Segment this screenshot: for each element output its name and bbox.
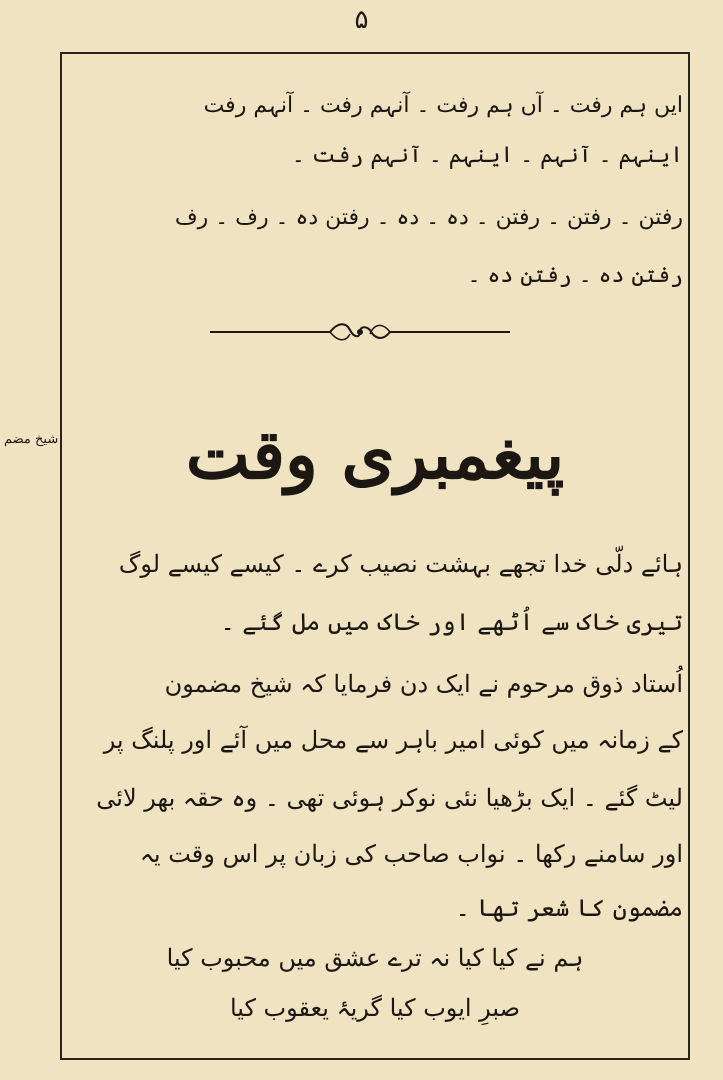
paradigm-line-4: رفتن دہ ۔ رفتن دہ ۔ — [467, 263, 683, 288]
prose-line-5: لیٹ گئے ۔ ایک بڑھیا نئی نوکر ہوئی تھی ۔ وہ حقہ بھر لائی — [96, 784, 683, 812]
page-number: ۵ — [354, 5, 369, 35]
ornament-divider-icon — [210, 318, 510, 346]
prose-line-3: اُستاد ذوق مرحوم نے ایک دن فرمایا کہ شیخ مضمون — [164, 670, 683, 698]
couplet-line-1: ہم نے کیا کیا نہ ترے عشق میں محبوب کیا — [166, 944, 584, 972]
paradigm-line-3: رفتن ۔ رفتن ۔ رفتن ۔ دہ ۔ دہ ۔ رفتن دہ ۔ رف ۔ رف — [174, 205, 683, 230]
margin-note: شیخ مضم — [4, 432, 59, 447]
prose-line-1: ہائے دلّی خدا تجھے بہشت نصیب کرے ۔ کیسے کیسے لوگ — [118, 550, 683, 578]
paradigm-line-2: اینہم ۔ آنہم ۔ اینہم ۔ آنہم رفت ۔ — [291, 143, 683, 168]
prose-line-4: کے زمانہ میں کوئی امیر باہر سے محل میں آئے اور پلنگ پر — [103, 726, 683, 754]
prose-line-6: اور سامنے رکھا ۔ نواب صاحب کی زبان پر اس وقت یہ — [139, 840, 683, 868]
prose-line-2: تیری خاک سے اُٹھے اور خاک میں مل گئے ۔ — [220, 608, 683, 636]
paradigm-line-1: ایں ہم رفت ۔ آں ہم رفت ۔ آنہم رفت ۔ آنہم رفت — [203, 93, 683, 118]
couplet-line-2: صبرِ ایوب کیا گریۂ یعقوب کیا — [229, 994, 521, 1022]
section-title: پیغمبری وقت — [185, 415, 565, 495]
prose-line-7: مضمون کا شعر تھا ۔ — [455, 894, 683, 922]
